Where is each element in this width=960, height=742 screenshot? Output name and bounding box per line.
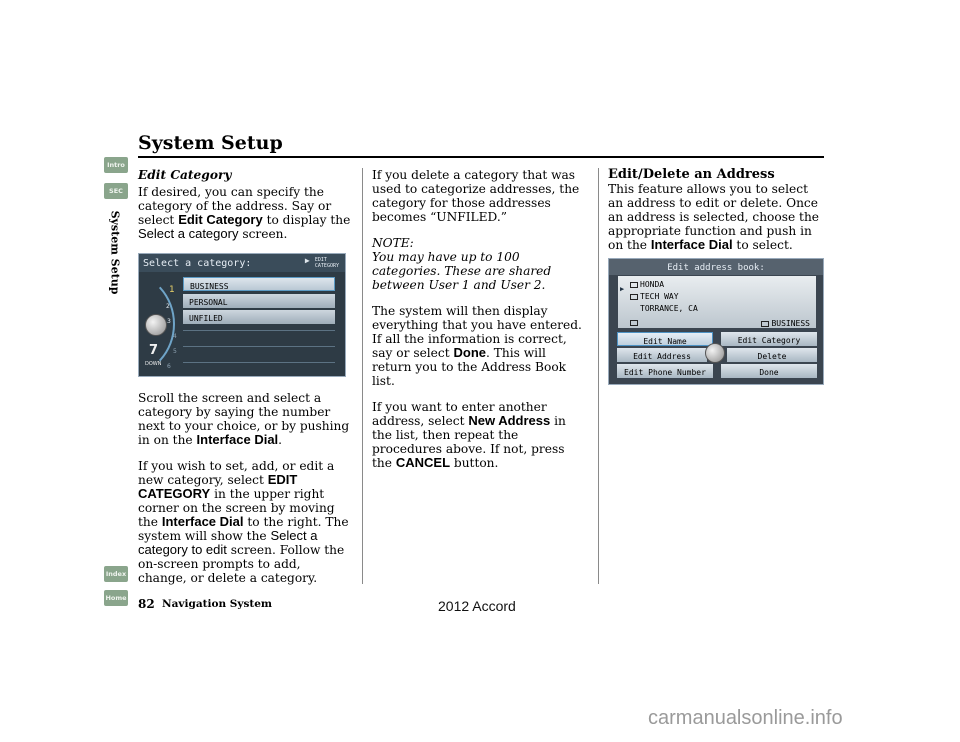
note-label: NOTE: <box>372 236 414 250</box>
column-divider <box>598 168 599 584</box>
interface-dial-icon <box>705 343 725 363</box>
edit-category-option[interactable]: ▶ EDIT CATEGORY <box>304 256 339 269</box>
category-icon <box>761 321 769 327</box>
item-number: 1 <box>169 285 175 295</box>
page-title: System Setup <box>138 132 283 154</box>
edit-address-book-screen <box>608 258 824 385</box>
edit-delete-heading: Edit/Delete an Address <box>608 167 775 182</box>
screen-header <box>609 259 823 275</box>
col2-paragraph-2: The system will then display everything that you have entered. If all the information is correct, say or select Done. This will return you to the Address Book list. <box>372 304 582 388</box>
interface-dial-icon <box>145 314 167 336</box>
edit-category-caps-term: EDIT CATEGORY <box>138 472 298 501</box>
category-item[interactable]: BUSINESS <box>183 277 335 291</box>
edit-category-heading: Edit Category <box>138 168 232 182</box>
phone-row <box>630 316 640 330</box>
pointer-icon: ▶ <box>620 285 625 293</box>
col1-paragraph-3: If you wish to set, add, or edit a new category, select EDIT CATEGORY in the upper right corner on the screen by moving the Interface Dial to the right. The system will show the Select a category to edit screen. Follow the on-screen prompts to add, change, or delete a category. <box>138 459 349 585</box>
done-term: Done <box>453 345 486 360</box>
interface-dial-term: Interface Dial <box>161 514 244 529</box>
item-number: 6 <box>167 363 171 370</box>
down-label: DOWN <box>145 361 162 367</box>
address-line: HONDA <box>630 278 664 292</box>
delete-button[interactable]: Delete <box>727 348 817 362</box>
empty-row-line <box>183 362 335 363</box>
select-category-edit-term: Select a category to edit <box>138 528 318 557</box>
address-line: TORRANCE, CA <box>640 304 698 313</box>
note-text: You may have up to 100 categories. These are shared between User 1 and User 2. <box>372 250 552 292</box>
edit-category-term: Edit Category <box>178 212 263 227</box>
empty-row-line <box>183 346 335 347</box>
edit-address-button[interactable]: Edit Address <box>617 348 707 362</box>
done-button[interactable]: Done <box>721 364 817 378</box>
col2-paragraph-1: If you delete a category that was used to categorize addresses, the category for those addresses becomes “UNFILED.” <box>372 168 580 224</box>
interface-dial-term: Interface Dial <box>650 237 733 252</box>
column-1 <box>138 168 352 597</box>
col1-paragraph-2: Scroll the screen and select a category by saying the number next to your choice, or by pushing in on the Interface Dial. <box>138 391 350 447</box>
cancel-term: CANCEL <box>395 455 451 470</box>
item-number: 2 <box>166 303 170 310</box>
person-icon <box>630 282 638 288</box>
watermark: carmanualsonline.info <box>648 707 843 729</box>
col1-paragraph-1: If desired, you can specify the category of the address. Say or select Edit Category to display the Select a category screen. <box>138 185 351 241</box>
model-label: 2012 Accord <box>438 598 516 614</box>
item-number: 4 <box>173 333 177 340</box>
address-card <box>618 276 816 328</box>
select-category-screen <box>138 253 346 377</box>
edit-category-button[interactable]: Edit Category <box>721 332 817 346</box>
page-number: 82 <box>138 597 155 611</box>
new-address-term: New Address <box>468 413 551 428</box>
item-number: 5 <box>173 348 177 355</box>
category-item[interactable]: PERSONAL <box>183 294 335 308</box>
note <box>372 236 588 292</box>
col3-paragraph-1: This feature allows you to select an address to edit or delete. Once an address is selected, choose the appropriate function and push in on the Interface Dial to select. <box>608 182 820 252</box>
interface-dial-term: Interface Dial <box>196 432 279 447</box>
empty-row-line <box>183 330 335 331</box>
address-line: TECH WAY <box>630 290 679 304</box>
column-2 <box>372 168 588 482</box>
item-number: 3 <box>167 318 171 325</box>
book-title: Navigation System <box>162 598 273 610</box>
screen-title: Edit address book: <box>667 263 765 273</box>
category-label: BUSINESS <box>761 317 810 331</box>
category-item[interactable]: UNFILED <box>183 310 335 324</box>
col2-paragraph-3: If you want to enter another address, select New Address in the list, then repeat the procedures above. If not, press the CANCEL button. <box>372 400 566 470</box>
intro-tab[interactable]: Intro <box>104 157 128 173</box>
column-3 <box>608 168 824 385</box>
house-icon <box>630 294 638 300</box>
arrow-right-icon: ▶ <box>304 256 310 265</box>
sec-tab[interactable]: SEC <box>104 183 128 199</box>
index-tab[interactable]: Index <box>104 566 128 582</box>
home-tab[interactable]: Home <box>104 590 128 606</box>
title-rule <box>138 156 824 158</box>
column-divider <box>362 168 363 584</box>
down-number: 7 <box>149 343 159 358</box>
edit-phone-number-button[interactable]: Edit Phone Number <box>617 364 713 378</box>
screen-title: Select a category: <box>143 258 252 269</box>
phone-icon <box>630 320 638 326</box>
edit-name-button[interactable]: Edit Name <box>617 332 713 346</box>
select-a-category-term: Select a category <box>138 226 239 241</box>
section-side-label: System Setup <box>108 210 122 294</box>
